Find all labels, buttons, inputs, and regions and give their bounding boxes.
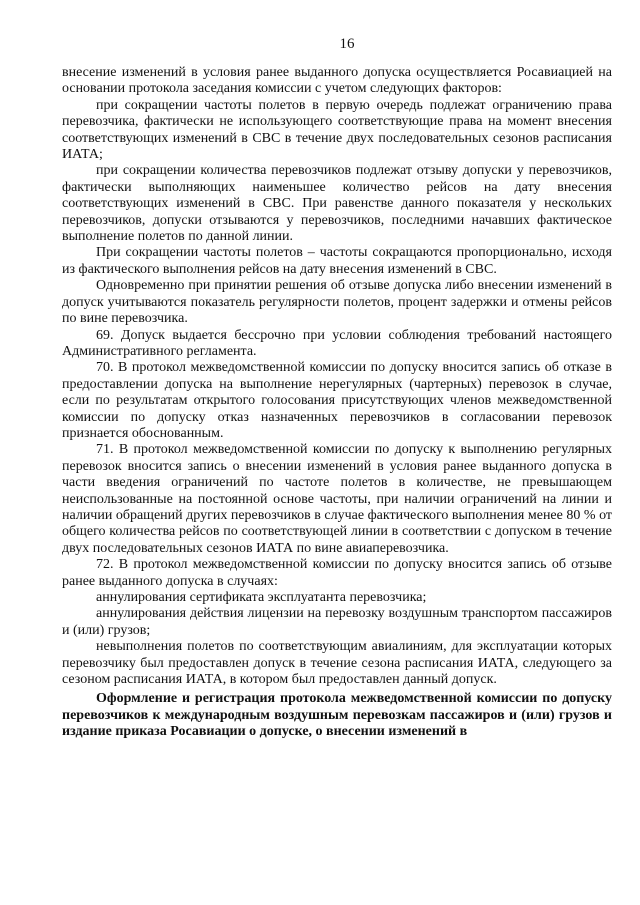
paragraph-69: 69. Допуск выдается бессрочно при условии соблюдения требований настоящего Административного регламента.: [62, 327, 612, 359]
paragraph-carrier-reduction: при сокращении количества перевозчиков подлежат отзыву допуски у перевозчиков, фактически выполняющих наименьшее количество рейсов на дату внесения соответствующих изменений в СВС. При равенстве данного показателя у нескольких перевозчиков, допуски отзываются у перевозчиков, последними начавших фактическое выполнение полетов по данной линии.: [62, 163, 612, 245]
paragraph-continuation: внесение изменений в условия ранее выданного допуска осуществляется Росавиацией на основании протокола заседания комиссии с учетом следующих факторов:: [62, 65, 612, 97]
list-item-certificate: аннулирования сертификата эксплуатанта перевозчика;: [96, 590, 427, 605]
paragraph-70: 70. В протокол межведомственной комиссии по допуску вносится запись об отказе в предоставлении допуска на выполнение нерегулярных (чартерных) перевозок в случае, если по результатам открытого голосования присутствующих членов межведомственной комиссии по допуску отказ назначенных перевозчиков в согласовании перевозок признается обоснованным.: [62, 360, 612, 441]
section-heading: Оформление и регистрация протокола межведомственной комиссии по допуску перевозчиков к международным воздушным перевозкам пассажиров и (или) грузов и издание приказа Росавиации о допуске, о внесении изменений в: [62, 691, 612, 740]
paragraph-proportional-reduction: При сокращении частоты полетов – частоты сокращаются пропорционально, исходя из фактического выполнения рейсов на дату внесения изменений в СВС.: [62, 245, 612, 277]
list-item-non-performance: невыполнения полетов по соответствующим авиалиниям, для эксплуатации которых перевозчику был предоставлен допуск в течение сезона расписания ИАТА, следующего за сезоном расписания ИАТА, в котором был предоставлен данный допуск.: [62, 639, 612, 688]
page-number: 16: [339, 36, 355, 52]
document-body: [62, 65, 612, 741]
list-item-license: аннулирования действия лицензии на перевозку воздушным транспортом пассажиров и (или) грузов;: [62, 606, 612, 638]
paragraph-regularity: Одновременно при принятии решения об отзыве допуска либо внесении изменений в допуск учитываются показатель регулярности полетов, процент задержки и отмены рейсов по вине перевозчика.: [62, 278, 612, 327]
paragraph-72: 72. В протокол межведомственной комиссии по допуску вносится запись об отзыве ранее выданного допуска в случаях:: [62, 557, 612, 589]
paragraph-71: 71. В протокол межведомственной комиссии по допуску к выполнению регулярных перевозок вносится запись о внесении изменений в условия ранее выданного допуска в части введения ограничений по частоте полетов в количестве, не превышающем неиспользованные на постоянной основе частоты, при наличии ограничений на линии и наличии обращений других перевозчиков в случае фактического выполнения менее 80 % от общего количества рейсов по соответствующей линии в соответствии с допуском в течение двух последовательных сезонов ИАТА по вине авиаперевозчика.: [62, 442, 612, 556]
paragraph-frequency-reduction: при сокращении частоты полетов в первую очередь подлежат ограничению права перевозчика, фактически не использующего соответствующие права на момент внесения соответствующих изменений в СВС в течение двух последовательных сезонов расписания ИАТА;: [62, 97, 612, 163]
